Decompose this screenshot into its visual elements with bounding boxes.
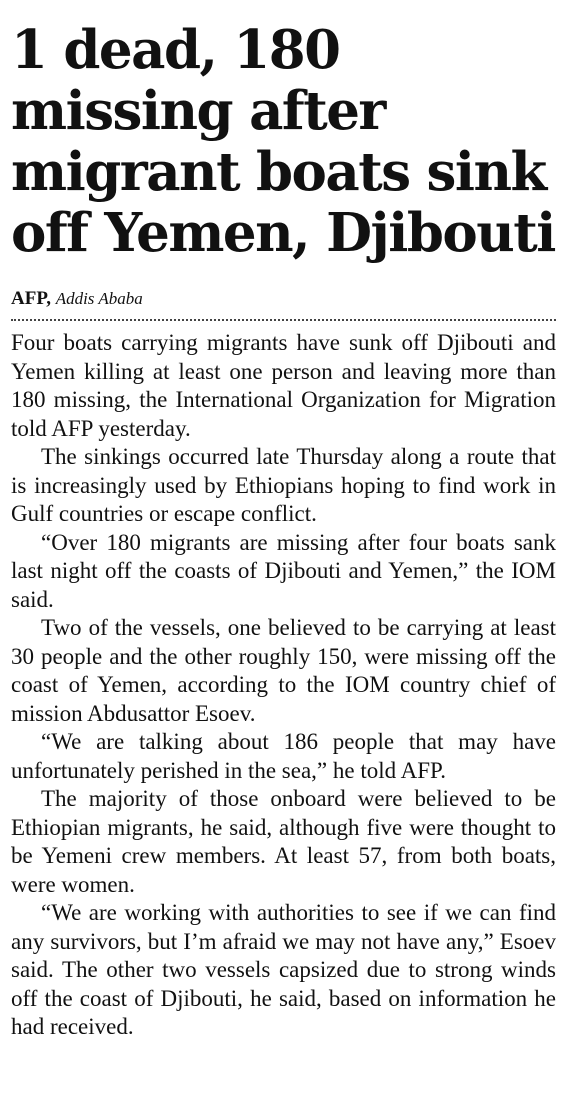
paragraph-4: Two of the vessels, one believed to be carrying at least 30 people and the other roughly 150, were missing off the coast of Yemen, according to the IOM country chief of mission Abdusattor Esoev. xyxy=(11,615,556,726)
paragraph-2: The sinkings occurred late Thursday along a route that is increasingly used by Ethiopians hoping to find work in Gulf countries or escape conflict. xyxy=(11,444,556,526)
paragraph-7: “We are working with authorities to see if we can find any survivors, but I’m afraid we may not have any,” Esoev said. The other two vessels capsized due to strong winds off the coast of Djibouti, he said, based on information he had received. xyxy=(11,900,556,1039)
byline-location: Addis Ababa xyxy=(55,289,143,308)
paragraph-6: The majority of those onboard were believed to be Ethiopian migrants, he said, although five were thought to be Yemeni crew members. At least 57, from both boats, were women. xyxy=(11,786,556,897)
dotted-divider xyxy=(11,319,556,321)
paragraph-5: “We are talking about 186 people that may have unfortunately perished in the sea,” he told AFP. xyxy=(11,729,556,783)
paragraph-3: “Over 180 migrants are missing after four boats sank last night off the coasts of Djibouti and Yemen,” the IOM said. xyxy=(11,529,556,612)
news-article xyxy=(11,20,556,1042)
byline-agency: AFP, xyxy=(11,288,51,309)
headline: 1 dead, 180 missing after migrant boats sink off Yemen, Djibouti xyxy=(11,19,555,264)
article-body xyxy=(11,329,556,1042)
byline xyxy=(11,288,556,310)
paragraph-1: Four boats carrying migrants have sunk off Djibouti and Yemen killing at least one person and leaving more than 180 missing, the International Organization for Migration told AFP yesterday. xyxy=(11,330,556,441)
